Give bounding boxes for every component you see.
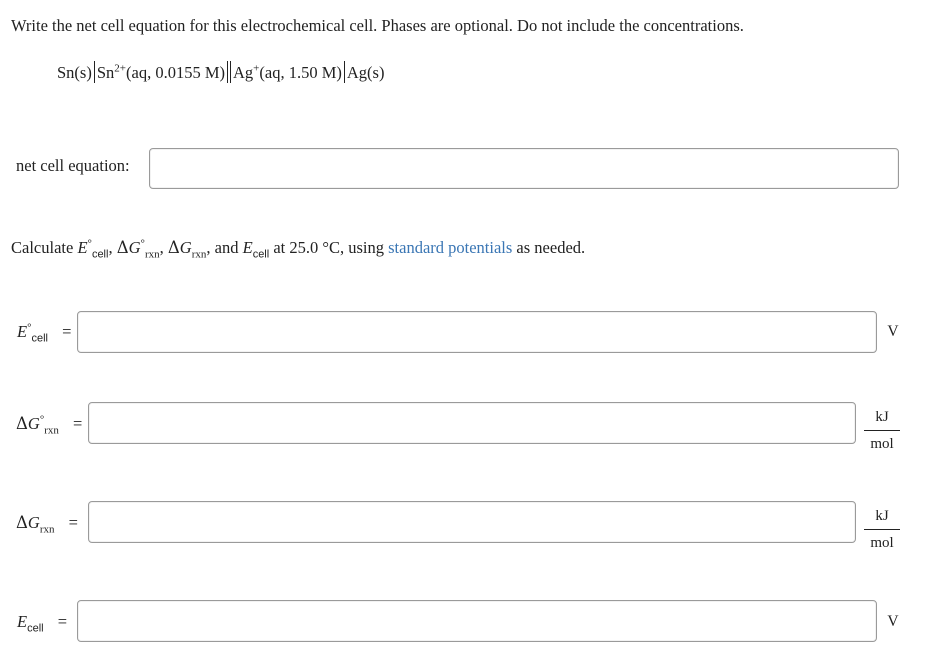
fraction-line (864, 430, 900, 431)
rxn-subscript: rxn (39, 523, 55, 536)
cell-notation (57, 61, 384, 83)
g-symbol: G (27, 513, 40, 532)
unit-numerator: kJ (875, 409, 889, 425)
calculate-end: as needed. (516, 238, 586, 257)
equals-sign: = (68, 513, 78, 532)
rxn-subscript: rxn (191, 248, 207, 261)
standard-potentials-link[interactable]: standard potentials (388, 238, 513, 257)
calculate-instruction (11, 237, 586, 261)
salt-bridge (227, 61, 231, 83)
anode-electrode: Sn(s) (57, 63, 92, 82)
and-text: , and (206, 238, 239, 257)
rxn-subscript: rxn (44, 424, 59, 437)
unit-denominator: mol (870, 436, 894, 452)
anode-ion: Sn (96, 63, 115, 82)
delta-g-standard-input[interactable] (88, 402, 856, 444)
volt-unit: V (887, 613, 899, 630)
degree-symbol: ° (87, 237, 92, 250)
delta-symbol: Δ (116, 238, 129, 257)
e-cell-standard-label (17, 321, 72, 345)
degree-symbol: ° (27, 321, 32, 334)
cathode-electrode: Ag(s) (346, 63, 385, 82)
kj-per-mol-unit (864, 507, 900, 552)
cathode-ion: Ag (232, 63, 254, 82)
cathode-ion-detail: (aq, 1.50 M) (259, 63, 342, 82)
unit-denominator: mol (870, 535, 894, 551)
phase-boundary (94, 61, 95, 83)
degree-symbol: ° (39, 413, 45, 426)
delta-symbol: Δ (167, 238, 180, 257)
delta-g-standard-label (16, 413, 83, 437)
degree-symbol: ° (140, 237, 145, 250)
equals-sign: = (62, 322, 72, 341)
delta-g-label (16, 513, 78, 536)
g-symbol: G (179, 238, 192, 257)
e-symbol: E (17, 612, 28, 631)
e-cell-standard-input[interactable] (77, 311, 877, 353)
e-symbol: E (17, 322, 28, 341)
cell-subscript: cell (91, 248, 109, 261)
e-symbol: E (242, 238, 253, 257)
calculate-prefix: Calculate (11, 238, 74, 257)
equals-sign: = (57, 612, 68, 631)
e-symbol: E (77, 238, 88, 257)
net-equation-input[interactable] (149, 148, 899, 189)
delta-symbol: Δ (16, 414, 28, 433)
temperature-text: at 25.0 °C, using (273, 238, 384, 257)
delta-g-input[interactable] (88, 501, 856, 543)
e-cell-label (17, 612, 68, 635)
e-cell-input[interactable] (77, 600, 877, 642)
cell-subscript: cell (31, 332, 49, 345)
anode-ion-charge: 2+ (114, 62, 126, 75)
net-equation-label: net cell equation: (16, 156, 130, 175)
comma: , (159, 238, 164, 257)
g-symbol: G (128, 238, 141, 257)
cell-subscript: cell (27, 622, 44, 635)
g-symbol: G (27, 414, 40, 433)
fraction-line (864, 529, 900, 530)
cell-subscript: cell (252, 248, 270, 261)
comma: , (108, 238, 113, 257)
rxn-subscript: rxn (144, 248, 160, 261)
unit-numerator: kJ (875, 508, 889, 524)
question-instruction: Write the net cell equation for this electrochemical cell. Phases are optional. Do not include the concentrations. (11, 16, 744, 35)
cathode-ion-charge: + (253, 62, 260, 75)
delta-symbol: Δ (16, 513, 28, 532)
anode-ion-detail: (aq, 0.0155 M) (126, 63, 225, 82)
kj-per-mol-unit (864, 408, 900, 453)
volt-unit: V (887, 323, 899, 340)
phase-boundary (344, 61, 345, 83)
equals-sign: = (73, 414, 83, 433)
